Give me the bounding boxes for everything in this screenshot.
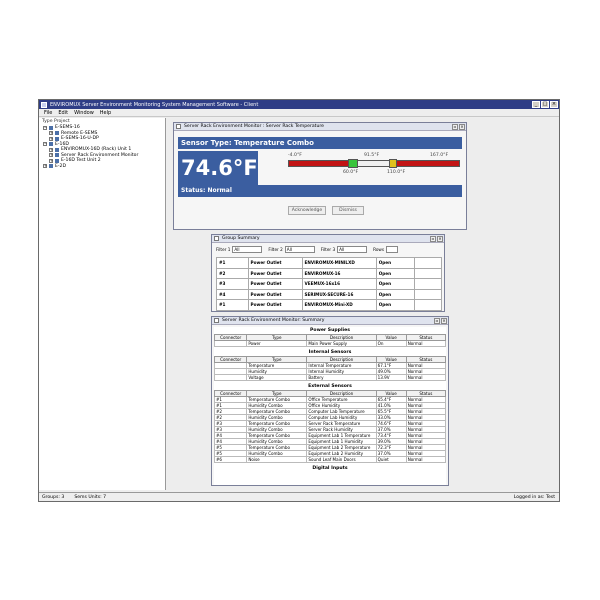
table-row[interactable]: #5 Temperature Combo Equipment Lab 2 Temperature 72.3°F Normal: [215, 445, 446, 451]
tree-root: Type Project: [42, 119, 70, 124]
filter-2-select[interactable]: All: [285, 246, 315, 253]
menu-help[interactable]: Help: [99, 109, 112, 116]
collapse-icon[interactable]: −: [44, 125, 47, 130]
dismiss-button[interactable]: Dismiss: [332, 206, 364, 215]
tree-item-server-rack-monitor[interactable]: + Server Rack Environment Monitor: [50, 152, 139, 158]
menu-bar: [39, 109, 559, 117]
window-checkbox[interactable]: [176, 124, 181, 129]
tree-item-e-2d[interactable]: + E-2D: [44, 163, 67, 169]
device-icon: [55, 131, 59, 135]
device-icon: [55, 137, 59, 141]
window-checkbox[interactable]: [214, 236, 219, 241]
collapse-icon[interactable]: −: [44, 142, 47, 147]
menu-file[interactable]: File: [44, 109, 53, 116]
temperature-gauge: [288, 153, 460, 179]
table-row[interactable]: #2 Humidity Combo Computer Lab Humidity 33.0% Normal: [215, 415, 446, 421]
restore-icon[interactable]: ▫: [435, 317, 439, 323]
device-icon: [49, 126, 53, 130]
summary-window-titlebar[interactable]: [212, 317, 448, 325]
table-row[interactable]: #6 Noise Sound Leaf Main Doors Quiet Normal: [215, 457, 446, 463]
window-title: ENVIROMUX Server Environment Monitoring System Management Software - Client: [50, 101, 259, 108]
expand-icon[interactable]: +: [50, 147, 53, 152]
minimize-icon[interactable]: _: [532, 101, 540, 108]
groups-count: Groups: 3: [42, 494, 65, 500]
desktop-pane: [167, 118, 559, 490]
close-icon[interactable]: ×: [551, 101, 557, 107]
table-row[interactable]: #1 Temperature Combo Office Temperature 65.4°F Normal: [215, 397, 446, 403]
sensor-type-label: Sensor Type: Temperature Combo: [178, 137, 462, 149]
table-row[interactable]: Voltage Battery 13.9V Normal: [215, 375, 446, 381]
acknowledge-button[interactable]: Acknowledge: [288, 206, 326, 215]
maximize-icon[interactable]: □: [542, 101, 548, 107]
table-row[interactable]: #3 Temperature Combo Server Rack Temperature 74.6°F Normal: [215, 421, 446, 427]
app-window: [38, 99, 560, 502]
internal-sensors-table: Connector Type Description Value Status Temperature Internal Temperature 67.1°F Normal Humidity Internal Humidity 49.0% Normal Voltage Battery 13.9V Normal: [214, 356, 446, 381]
group-table: [216, 257, 442, 311]
external-sensors-table: Connector Type Description Value Status #1 Temperature Combo Office Temperature 65.4°F Normal #1 Humidity Combo Office Humidity 41.0% Normal #2 Temperature Combo Computer Lab Temperature 65.5°F Normal #2 Humidity Combo Computer Lab Humidity 33.0% Normal #3 Temperature Combo Server Rack Temperature 74.6°F Normal #3 Humidity Combo Server Rack Humidity 37.0% Normal #4 Temperature Combo Equipment Lab 1 Temperature 73.4°F Normal #4 Humidity Combo Equipment Lab 1 Humidity 39.0% Normal #5 Temperature Combo Equipment Lab 2 Temperature 72.3°F Normal #5 Humidity Combo Equipment Lab 2 Humidity 37.0% Normal #6 Noise Sound Leaf Main Doors Quiet Normal: [214, 390, 446, 463]
table-row[interactable]: #3 Humidity Combo Server Rack Humidity 37.0% Normal: [215, 427, 446, 433]
close-icon[interactable]: ×: [460, 123, 464, 129]
table-row[interactable]: #1 Power Outlet ENVIROMUX-Mini-XD Open: [217, 300, 442, 311]
gauge-bar: [288, 160, 460, 167]
gauge-low-label: 60.0°F: [343, 170, 359, 175]
gauge-low-marker[interactable]: [348, 159, 358, 168]
summary-window: [211, 316, 449, 486]
expand-icon[interactable]: +: [50, 158, 53, 163]
gauge-high-marker[interactable]: [389, 159, 397, 168]
logged-in-user: Logged in as: Test: [513, 494, 555, 500]
table-row[interactable]: #1 Humidity Combo Office Humidity 41.0% Normal: [215, 403, 446, 409]
filter-3-select[interactable]: All: [337, 246, 367, 253]
table-row[interactable]: #4 Humidity Combo Equipment Lab 1 Humidity 39.0% Normal: [215, 439, 446, 445]
filter-1-label: Filter 1: [216, 246, 231, 252]
table-row[interactable]: #4 Temperature Combo Equipment Lab 1 Temperature 73.4°F Normal: [215, 433, 446, 439]
power-supplies-title: Power Supplies: [310, 328, 350, 333]
sensor-window: [173, 122, 467, 230]
gauge-max-label: 167.0°F: [430, 153, 449, 158]
table-row[interactable]: Temperature Internal Temperature 67.1°F Normal: [215, 363, 446, 369]
temperature-readout: 74.6°F: [178, 151, 258, 185]
device-icon: [49, 164, 53, 168]
restore-icon[interactable]: ▫: [431, 235, 435, 241]
group-window-title: Group Summary: [222, 236, 260, 241]
filter-row: [216, 245, 442, 253]
project-tree: [39, 118, 166, 490]
tree-item-e-16d[interactable]: − E-16D: [44, 141, 69, 147]
table-row[interactable]: #4 Power Outlet SERIMUX-SECURE-16 Open: [217, 289, 442, 300]
table-row[interactable]: #1 Power Outlet ENVIROMUX-MINILXD Open: [217, 258, 442, 269]
table-row[interactable]: #2 Power Outlet ENVIROMUX-16 Open: [217, 268, 442, 279]
summary-window-title: Server Rack Environment Monitor: Summary: [222, 318, 325, 323]
device-icon: [49, 142, 53, 146]
status-label: Status: Normal: [178, 185, 462, 197]
expand-icon[interactable]: +: [50, 153, 53, 158]
table-row[interactable]: Humidity Internal Humidity 49.0% Normal: [215, 369, 446, 375]
tree-item-e-16d-test-unit-2[interactable]: + E-16D Test Unit 2: [50, 158, 101, 164]
group-window-titlebar[interactable]: [212, 235, 444, 243]
close-icon[interactable]: ×: [442, 317, 446, 323]
device-icon: [55, 153, 59, 157]
filter-3-label: Filter 3: [320, 246, 336, 252]
expand-icon[interactable]: +: [50, 131, 53, 136]
units-count: Sems Units: 7: [74, 494, 107, 500]
app-icon: [41, 102, 47, 108]
tree-item-e-sems-16[interactable]: − E-SEMS-16: [44, 125, 80, 131]
rows-spinner[interactable]: [386, 246, 398, 253]
gauge-min-label: -4.0°F: [288, 153, 302, 158]
digital-inputs-title: Digital Inputs: [312, 466, 348, 471]
menu-edit[interactable]: Edit: [58, 109, 69, 116]
status-bar: [39, 492, 559, 501]
close-icon[interactable]: ×: [438, 235, 442, 241]
tree-item-remote-e-sems[interactable]: + Remote E-SEMS: [50, 130, 98, 136]
table-row[interactable]: Power Main Power Supply On Normal: [215, 341, 446, 347]
table-row[interactable]: #5 Humidity Combo Equipment Lab 2 Humidity 37.0% Normal: [215, 451, 446, 457]
expand-icon[interactable]: +: [44, 164, 47, 169]
group-summary-window: [211, 234, 445, 312]
window-checkbox[interactable]: [214, 318, 219, 323]
table-row[interactable]: #2 Temperature Combo Computer Lab Temperature 65.5°F Normal: [215, 409, 446, 415]
power-supplies-table: Connector Type Description Value Status Power Main Power Supply On Normal: [214, 334, 446, 347]
internal-sensors-title: Internal Sensors: [308, 350, 352, 355]
filter-1-select[interactable]: All: [232, 246, 262, 253]
device-icon: [55, 148, 59, 152]
tree-item-e-sems-16-u-dp[interactable]: + E-SEMS-16-U-DP: [50, 136, 99, 142]
rows-label: Rows: [373, 246, 385, 252]
tree-item-enviromux-16d-unit-1[interactable]: + ENVIROMUX-16D (Rack) Unit 1: [50, 147, 132, 153]
title-bar[interactable]: [39, 100, 559, 109]
external-sensors-title: External Sensors: [308, 384, 352, 389]
gauge-mid-label: 91.5°F: [364, 153, 380, 158]
filter-2-label: Filter 2: [268, 246, 283, 252]
expand-icon[interactable]: +: [50, 136, 53, 141]
sensor-window-title: Server Rack Environment Monitor : Server Rack Temperature: [184, 124, 324, 129]
restore-icon[interactable]: ▫: [453, 123, 457, 129]
menu-window[interactable]: Window: [74, 109, 94, 116]
device-icon: [55, 159, 59, 163]
gauge-high-label: 110.0°F: [387, 170, 406, 175]
sensor-window-titlebar[interactable]: [174, 123, 466, 131]
summary-body: [214, 327, 446, 485]
table-row[interactable]: #3 Power Outlet VEEMUX-16x16 Open: [217, 279, 442, 290]
